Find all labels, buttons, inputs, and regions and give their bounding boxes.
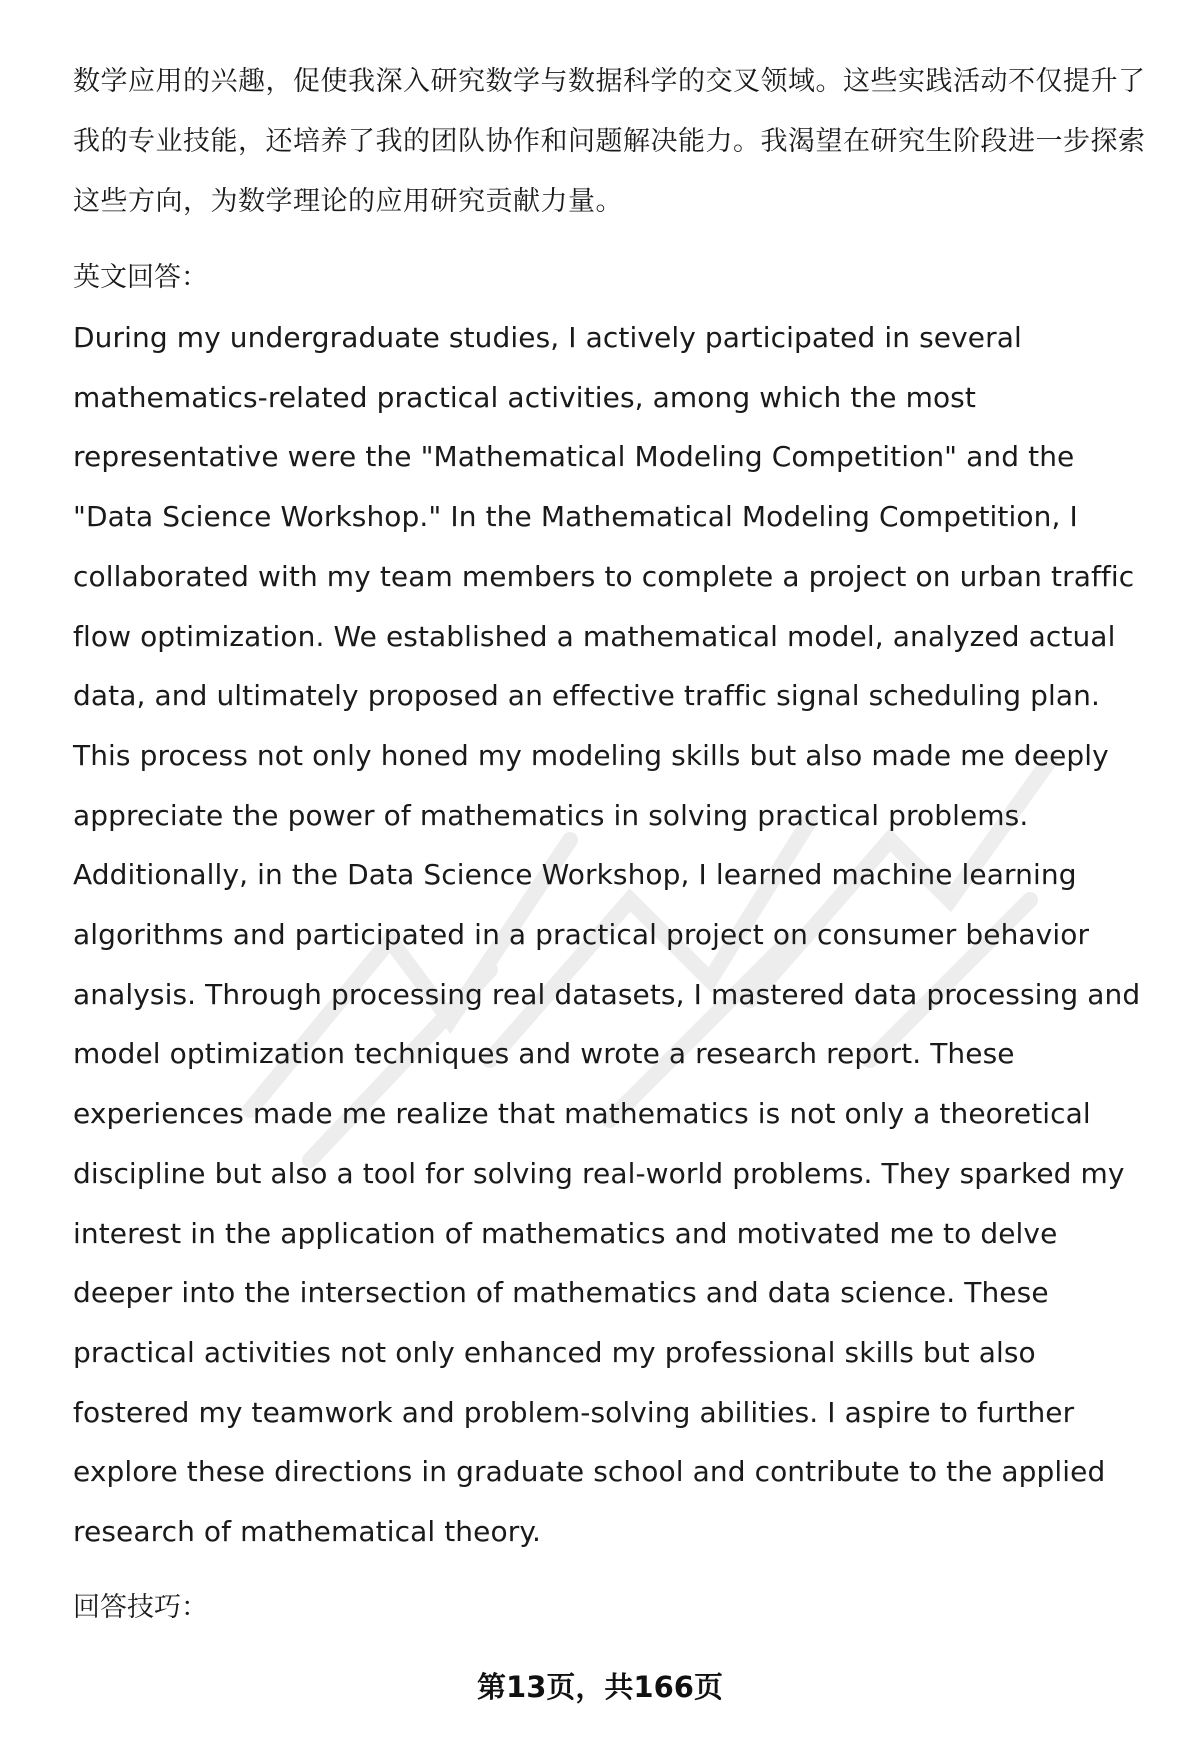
page-number: 第13页，共166页	[477, 1670, 723, 1704]
english-answer-label: 英文回答：	[73, 262, 208, 293]
intro-paragraph: 数学应用的兴趣，促使我深入研究数学与数据科学的交叉领域。这些实践活动不仅提升了我的专业技能，还培养了我的团队协作和问题解决能力。我渴望在研究生阶段进一步探索这些方向，为数学理论的应用研究贡献力量。	[73, 66, 1146, 217]
main-content	[73, 52, 1148, 1638]
english-answer-paragraph: During my undergraduate studies, I actively participated in several mathematics-related practical activities, among which the most representative were the "Mathematical Modeling Competition" and the "Data Science Workshop." In the Mathematical Modeling Competition, I collaborated with my team members to complete a project on urban traffic flow optimization. We established a mathematical model, analyzed actual data, and ultimately proposed an effective traffic signal scheduling plan. This process not only honed my modeling skills but also made me deeply appreciate the power of mathematics in solving practical problems. Additionally, in the Data Science Workshop, I learned machine learning algorithms and participated in a practical project on consumer behavior analysis. Through processing real datasets, I mastered data processing and model optimization techniques and wrote a research report. These experiences made me realize that mathematics is not only a theoretical discipline but also a tool for solving real-world problems. They sparked my interest in the application of mathematics and motivated me to delve deeper into the intersection of mathematics and data science. These practical activities not only enhanced my professional skills but also fostered my teamwork and problem-solving abilities. I aspire to further explore these directions in graduate school and contribute to the applied research of mathematical theory.	[73, 321, 1141, 1549]
tips-label: 回答技巧：	[73, 1591, 208, 1623]
